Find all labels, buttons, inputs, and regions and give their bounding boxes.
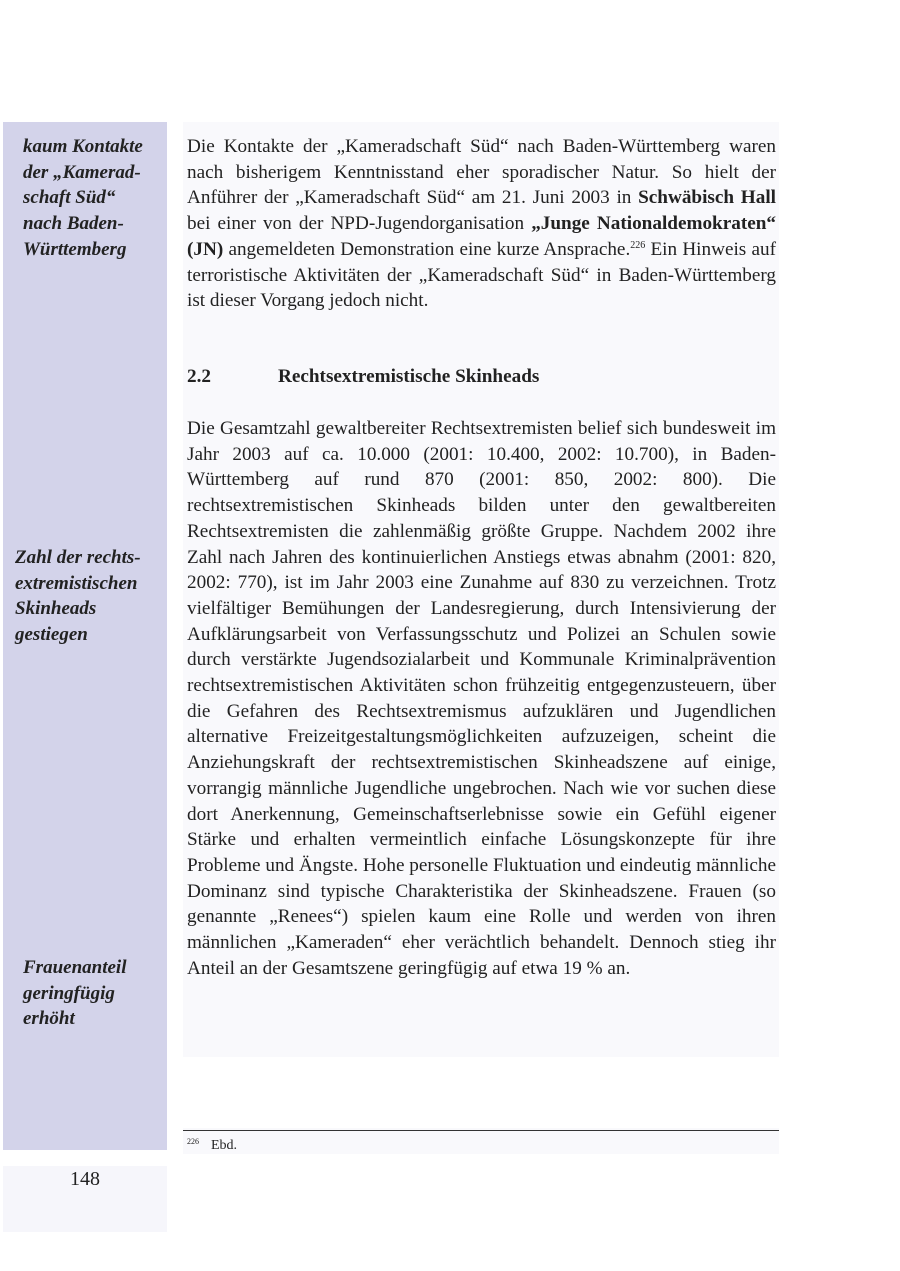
section-heading <box>187 364 539 390</box>
margin-note-line: der „Kamerad- <box>23 161 141 183</box>
text-run: bei einer von der NPD-Jugendorganisation <box>187 213 532 235</box>
margin-note-line: erhöht <box>23 1008 75 1030</box>
margin-note-line: kaum Kontakte <box>23 136 143 157</box>
section-number: 2.2 <box>187 366 211 387</box>
margin-note-line: Zahl der rechts- <box>15 547 141 568</box>
bold-organisation-name: „Junge Nationaldemokraten“ (JN) <box>187 213 776 260</box>
margin-note-line: extremistischen <box>15 572 138 594</box>
footnote-text: Ebd. <box>211 1138 238 1153</box>
text-run: Die Kontakte der „Kameradschaft Süd“ nach Baden-Württemberg waren nach bisherigem Kenntnisstand eher sporadischer Natur. So hielt der Anführer der „Kameradschaft Süd“ am 21. Juni 2003 in <box>187 136 776 209</box>
bold-place-name: Schwäbisch Hall <box>638 187 776 209</box>
text-run: Ein Hinweis auf terroristische Aktivitäten der „Kameradschaft Süd“ in Baden-Württemberg ist dieser Vorgang jedoch nicht. <box>187 238 776 312</box>
paragraph-skinheads: Die Gesamtzahl gewaltbereiter Rechtsextremisten belief sich bundesweit im Jahr 2003 auf ca. 10.000 (2001: 10.400, 2002: 10.700), in Baden-Württemberg auf rund 870 (2001: 850, 2002: 800). Die rechtsextremistischen Skinheads bilden unter den gewaltbereiten Rechtsextremisten die zahlenmäßig größte Gruppe. Nachdem 2002 ihre Zahl nach Jahren des kontinuierlichen Anstiegs etwas abnahm (2001: 820, 2002: 770), ist im Jahr 2003 eine Zunahme auf 830 zu verzeichnen. Trotz vielfältiger Bemühungen der Landesregierung, durch Intensivierung der Aufklärungsarbeit von Verfassungsschutz und Polizei an Schulen sowie durch verstärkte Jugendsozialarbeit und Kommunale Kriminalprävention rechtsextremistischen Aktivitäten schon frühzeitig entgegenzusteuern, über die Gefahren des Rechtsextremismus aufzuklären und Jugendlichen alternative Freizeitgestaltungsmöglichkeiten aufzuzeigen, scheint die Anziehungskraft der rechtsextremistischen Skinheadszene auf einige, vorrangig männliche Jugendliche ungebrochen. Nach wie vor suchen diese dort Anerkennung, Gemeinschaftserlebnisse sowie ein Gefühl eigener Stärke und erhalten vermeintlich einfache Lösungskonzepte für ihre Probleme und Ängste. Hohe personelle Fluktuation und eindeutig männliche Dominanz sind typische Charakteristika der Skinheadszene. Frauen (so genannte „Renees“) spielen kaum eine Rolle und werden von ihren männlichen „Kameraden“ eher verächtlich behandelt. Dennoch stieg ihr Anteil an der Gesamtszene geringfügig auf etwa 19 % an. <box>187 418 776 979</box>
footnote <box>187 1133 237 1155</box>
footnote-area <box>183 1128 779 1154</box>
margin-note-line: geringfügig <box>23 982 115 1004</box>
margin-note-skinheads <box>15 545 141 648</box>
text-run: angemeldeten Demonstration eine kurze Ansprache. <box>223 238 631 260</box>
footnote-divider <box>183 1130 779 1131</box>
footnote-reference[interactable]: 226 <box>630 239 646 251</box>
margin-note-line: schaft Süd“ <box>23 187 116 209</box>
margin-note-line: Skinheads <box>15 598 97 620</box>
section-title: Rechtsextremistische Skinheads <box>278 366 540 387</box>
margin-note-line: nach Baden- <box>23 213 124 235</box>
margin-note-line: gestiegen <box>15 624 88 646</box>
margin-note-line: Frauenanteil <box>23 957 127 978</box>
paragraph-kameradschaft <box>187 134 776 314</box>
margin-note-frauenanteil <box>23 955 126 1032</box>
margin-note-kontakte <box>23 134 143 263</box>
page-number: 148 <box>70 1168 100 1190</box>
margin-note-line: Württemberg <box>23 238 127 260</box>
footnote-number: 226 <box>187 1137 199 1146</box>
